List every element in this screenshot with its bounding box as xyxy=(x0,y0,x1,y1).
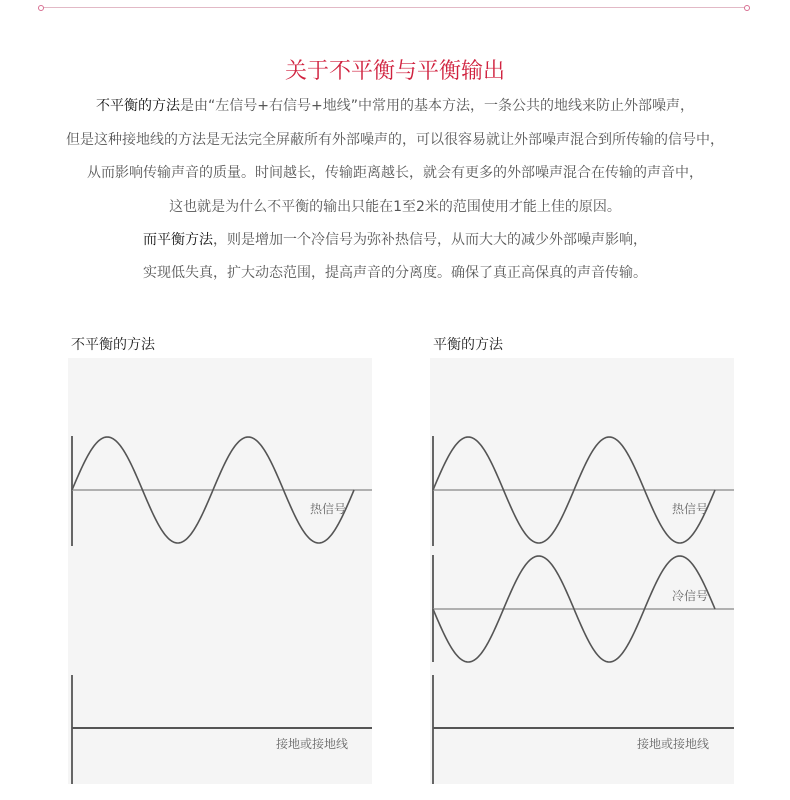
intro-line-2: 但是这种接地线的方法是无法完全屏蔽所有外部噪声的，可以很容易就让外部噪声混合到所传输的信号中， xyxy=(66,132,724,148)
balanced-diagram-title: 平衡的方法 xyxy=(433,337,503,353)
balanced-ground-label: 接地或接地线 xyxy=(637,737,710,751)
intro-line-3: 从而影响传输声音的质量。时间越长，传输距离越长，就会有更多的外部噪声混合在传输的声音中， xyxy=(87,165,703,181)
intro-line-1-text: 是由“左信号+右信号+地线”中常用的基本方法，一条公共的地线来防止外部噪声， xyxy=(180,98,694,114)
intro-bold-unbalanced: 不平衡的方法 xyxy=(96,98,181,114)
unbalanced-diagram-title: 不平衡的方法 xyxy=(71,337,155,353)
balanced-hot-label: 热信号 xyxy=(672,502,709,516)
intro-line-6: 实现低失真，扩大动态范围，提高声音的分离度。确保了真正高保真的声音传输。 xyxy=(143,265,647,281)
unbalanced-hot-label: 热信号 xyxy=(310,502,347,516)
intro-line-4: 这也就是为什么不平衡的输出只能在1至2米的范围使用才能上佳的原因。 xyxy=(169,199,621,215)
balanced-cold-label: 冷信号 xyxy=(672,589,709,603)
page-title: 关于不平衡与平衡输出 xyxy=(284,59,505,84)
unbalanced-ground-label: 接地或接地线 xyxy=(276,737,349,751)
intro-line-5-text: ，则是增加一个冷信号为弥补热信号，从而大大的减少外部噪声影响， xyxy=(213,232,647,248)
intro-bold-balanced: 而平衡方法 xyxy=(143,232,213,248)
